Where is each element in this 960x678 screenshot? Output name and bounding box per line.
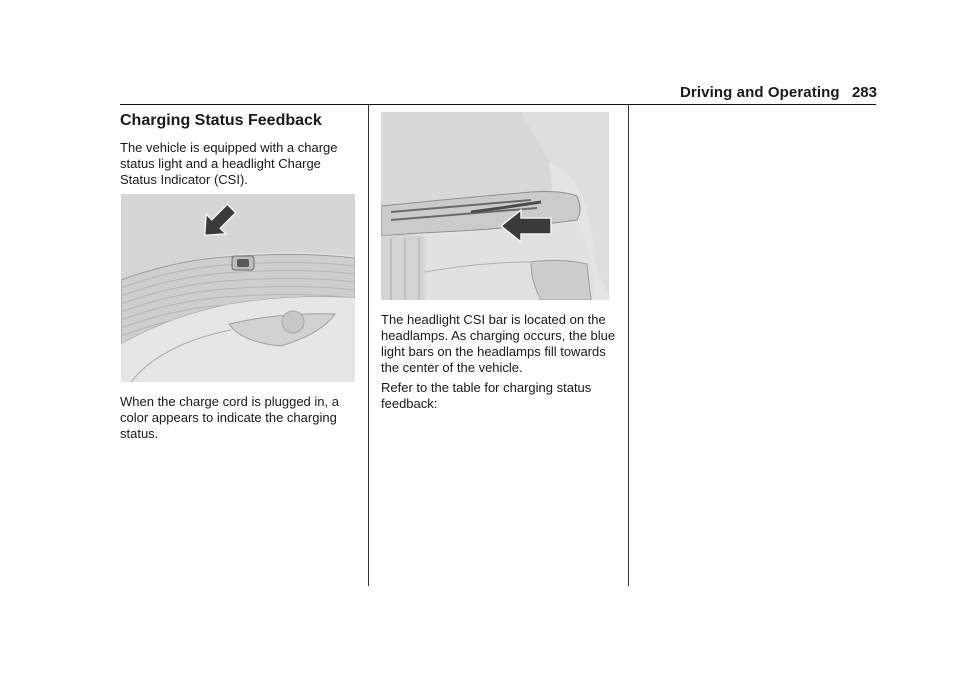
section-title: Driving and Operating	[680, 84, 840, 101]
table-reference-paragraph: Refer to the table for charging status feedback:	[381, 380, 592, 411]
section-heading: Charging Status Feedback	[120, 112, 322, 129]
headlamp-csi-illustration	[381, 112, 609, 300]
header-rule	[120, 104, 876, 105]
headlamp-drawing	[381, 112, 609, 300]
headlight-csi-paragraph: The headlight CSI bar is located on the headlamps. As charging occurs, the blue light bars on the headlamps fill towards the center of the vehicle.	[381, 312, 616, 375]
intro-paragraph: The vehicle is equipped with a charge status light and a headlight Charge Status Indicator (CSI).	[120, 140, 338, 187]
page-number: 283	[851, 84, 877, 101]
charge-status-light-illustration	[121, 194, 355, 382]
charge-port-drawing	[121, 194, 355, 382]
column-divider-left	[368, 104, 369, 586]
plugged-in-paragraph: When the charge cord is plugged in, a color appears to indicate the charging status.	[120, 394, 339, 441]
column-divider-right	[628, 104, 629, 586]
